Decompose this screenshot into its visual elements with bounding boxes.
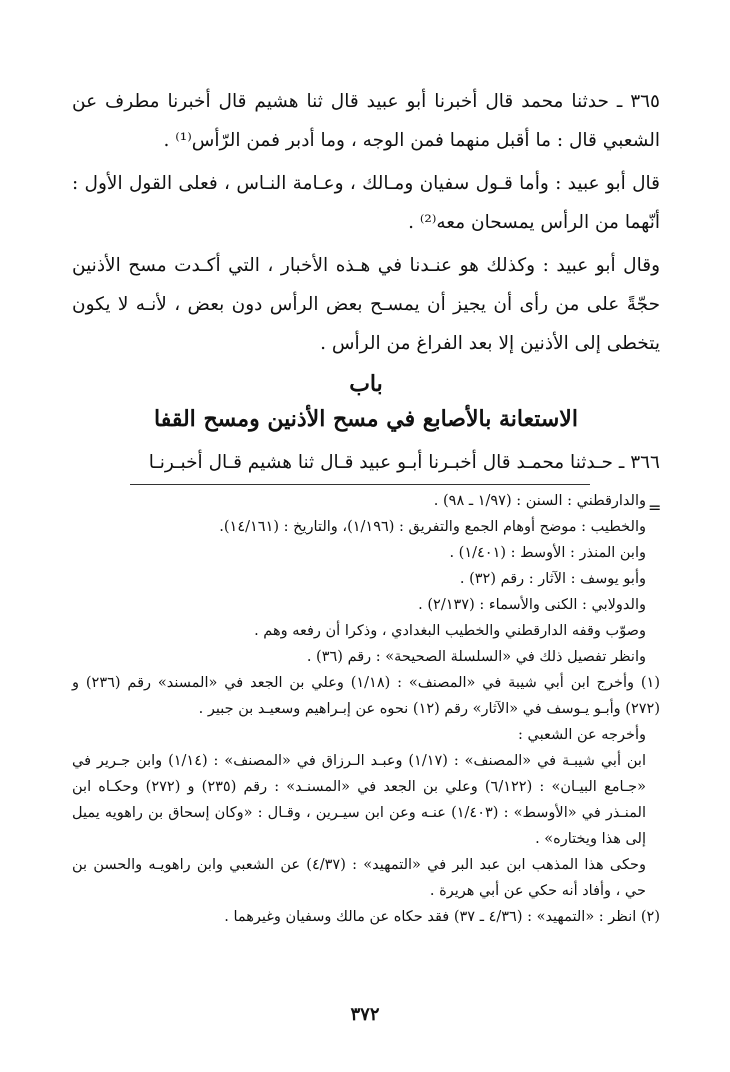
footnote-line: وصوّب وقفه الدارقطني والخطيب البغدادي ، وذكرا أن رفعه وهم .	[254, 623, 646, 639]
footnote-separator	[130, 484, 590, 485]
footnote-line: وأبو يوسف : الآثار : رقم (٣٢) .	[459, 571, 646, 587]
paragraph-abu-ubaid-1: قال أبو عبيد : وأما قـول سفيان ومـالك ، وعـامة النـاس ، فعلى القول الأول : أنّهما من الرأس يمسحان معه⁽²⁾ .	[72, 173, 660, 233]
paragraph-366: ٣٦٦ ـ حـدثنا محمـد قال أخبـرنا أبـو عبيد قـال ثنا هشيم قـال أخبـرنـا	[148, 452, 660, 473]
paragraph-abu-ubaid-2: وقال أبو عبيد : وكذلك هو عنـدنا في هـذه الأخبار ، التي أكـدت مسح الأذنين حجّةً على من رأى أن يجيز أن يمسـح بعض الرأس دون بعض ، لأنـه لا يكون يتخطى إلى الأذنين إلا بعد الفراغ من الرأس .	[72, 255, 660, 354]
footnote-line: وأخرجه عن الشعبي :	[518, 727, 646, 743]
page-number: ٣٧٢	[350, 1004, 380, 1025]
chapter-title: الاستعانة بالأصابع في مسح الأذنين ومسح القفا	[154, 406, 578, 432]
footnotes	[72, 488, 660, 930]
paragraph-365: ٣٦٥ ـ حدثنا محمد قال أخبرنا أبو عبيد قال ثنا هشيم قال أخبرنا مطرف عن الشعبي قال : ما أقبل منهما فمن الوجه ، وما أدبر فمن الرّأس⁽¹⁾ .	[72, 91, 660, 151]
main-text	[72, 82, 660, 486]
main-body	[72, 82, 660, 363]
footnote-line: والخطيب : موضح أوهام الجمع والتفريق : (١/١٩٦)، والتاريخ : (١٤/١٦١).	[219, 519, 646, 535]
footnote-line: والدارقطني : السنن : (١/٩٧ ـ ٩٨) .	[433, 493, 646, 509]
footnote-line: ابن أبي شيبـة في «المصنف» : (١/١٧) وعبـد الـرزاق في «المصنف» : (١/١٤) وابن جـرير في «جـامع البيـان» : (٦/١٢٢) وعلي بن الجعد في «المسنـد» : رقم (٢٣٥) و (٢٧٢) وحكـاه ابن المنـذر في «الأوسط» : (١/٤٠٣) عنـه وعن ابن سيـرين ، وقـال : «وكان إسحاق بن راهويه يميل إلى هذا ويختاره» .	[72, 753, 646, 847]
footnote-line: وانظر تفصيل ذلك في «السلسلة الصحيحة» : رقم (٣٦) .	[306, 649, 646, 665]
footnote-continuation-mark: =	[648, 498, 662, 517]
footnote-2: (٢) انظر : «التمهيد» : (٤/٣٦ ـ ٣٧) فقد حكاه عن مالك وسفيان وغيرهما .	[224, 909, 660, 925]
footnote-1: (١) وأخرج ابن أبي شيبة في «المصنف» : (١/١٨) وعلي بن الجعد في «المسند» رقم (٢٣٦) و (٢٧٢) وأبـو يـوسف في «الآثار» رقم (١٢) نحوه عن إبـراهيم وسعيـد بن جبير .	[72, 675, 661, 717]
footnote-line: وحكى هذا المذهب ابن عبد البر في «التمهيد» : (٤/٣٧) عن الشعبي وابن راهويـه والحسن بن حي ، وأفاد أنه حكي عن أبي هريرة .	[72, 857, 646, 899]
footnote-line: وابن المنذر : الأوسط : (١/٤٠١) .	[449, 545, 646, 561]
chapter-label: باب	[349, 371, 383, 397]
footnote-line: والدولابي : الكنى والأسماء : (٢/١٣٧) .	[418, 597, 646, 613]
main-body-continued	[72, 443, 660, 482]
